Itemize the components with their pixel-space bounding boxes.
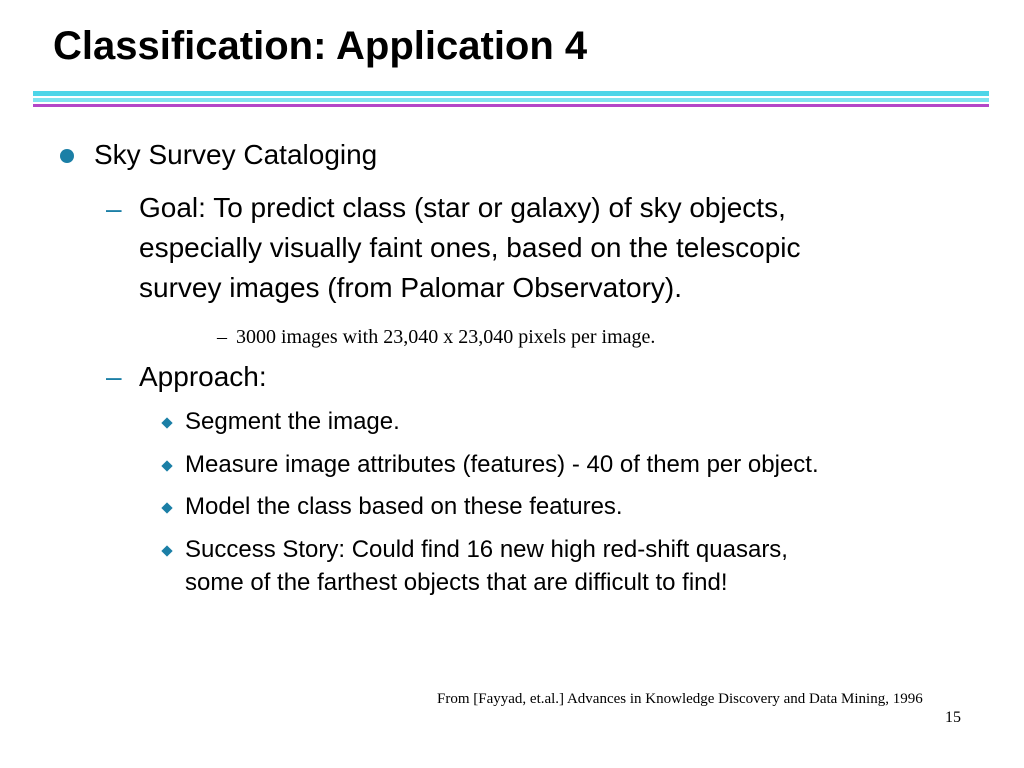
diamond-bullet-icon (161, 417, 172, 428)
slide-title: Classification: Application 4 (53, 24, 588, 68)
approach-dash: – (106, 361, 122, 392)
diamond-bullet-icon (161, 502, 172, 513)
goal-line: survey images (from Palomar Observatory). (139, 272, 683, 303)
approach-item: Model the class based on these features. (185, 493, 623, 520)
diamond-bullet-icon (161, 460, 172, 471)
goal-text (139, 188, 801, 308)
goal-dash: – (106, 193, 122, 224)
title-rule-magenta (33, 104, 989, 107)
approach-heading: Approach: (139, 361, 267, 392)
bullet-dot-icon (60, 149, 74, 163)
detail-dash: – (217, 326, 227, 348)
approach-item: Segment the image. (185, 408, 400, 435)
diamond-bullet-icon (161, 545, 172, 556)
approach-item-continued: some of the farthest objects that are difficult to find! (185, 569, 728, 596)
source-citation: From [Fayyad, et.al.] Advances in Knowledge Discovery and Data Mining, 1996 (437, 691, 923, 707)
bullet-sky-survey: Sky Survey Cataloging (94, 139, 378, 170)
title-rule-cyan (33, 91, 989, 96)
goal-line: especially visually faint ones, based on the telescopic (139, 232, 801, 263)
approach-item: Measure image attributes (features) - 40 of them per object. (185, 451, 819, 478)
title-rule-light-cyan (33, 98, 989, 102)
goal-line: Goal: To predict class (star or galaxy) of sky objects, (139, 192, 786, 223)
approach-item: Success Story: Could find 16 new high red-shift quasars, (185, 536, 788, 563)
page-number: 15 (945, 709, 961, 726)
detail-images: 3000 images with 23,040 x 23,040 pixels per image. (236, 326, 656, 348)
